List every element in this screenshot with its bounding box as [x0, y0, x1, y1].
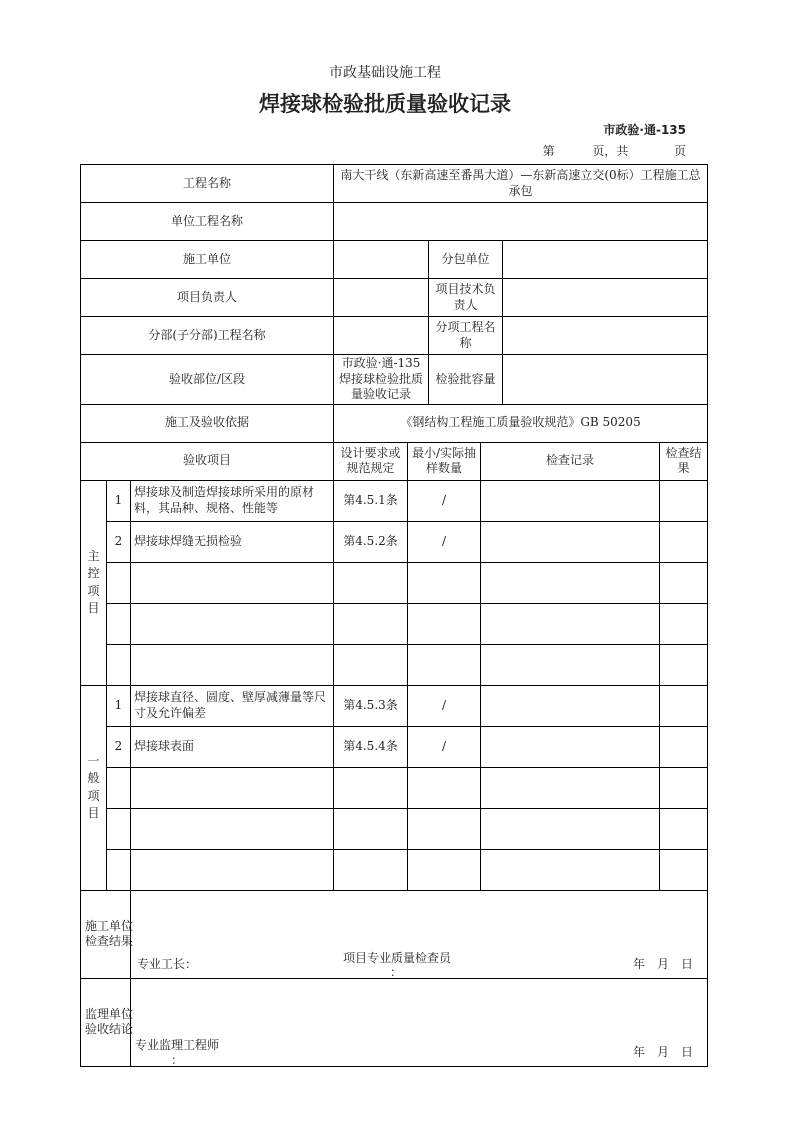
table-row-item: 焊接球表面: [131, 726, 334, 767]
table-row-no: [107, 849, 131, 890]
table-row-result[interactable]: [660, 603, 708, 644]
col-header-item: 验收项目: [81, 442, 334, 480]
table-row-no: [107, 808, 131, 849]
table-row-design: [334, 644, 408, 685]
location-value[interactable]: 市政验·通-135 焊接球检验批质量验收记录: [334, 355, 429, 405]
subitem-label: 分项工程名称: [429, 317, 503, 355]
table-row-item: [131, 849, 334, 890]
table-row-sampling[interactable]: /: [408, 480, 481, 521]
pm-value[interactable]: [334, 279, 429, 317]
table-row-design: 第4.5.3条: [334, 685, 408, 726]
table-row-result[interactable]: [660, 644, 708, 685]
table-row-no: 2: [107, 726, 131, 767]
table-row-result[interactable]: [660, 849, 708, 890]
table-row-result[interactable]: [660, 726, 708, 767]
main-control-label: [81, 480, 107, 685]
batch-capacity-value[interactable]: [503, 355, 708, 405]
table-row-no: 1: [107, 480, 131, 521]
table-row-item: 焊接球焊缝无损检验: [131, 521, 334, 562]
supervision-label: [81, 978, 131, 1066]
table-row-item: [131, 644, 334, 685]
table-row-sampling[interactable]: /: [408, 521, 481, 562]
table-row-record[interactable]: [481, 808, 660, 849]
subitem-value[interactable]: [503, 317, 708, 355]
document-title: 焊接球检验批质量验收记录: [259, 92, 511, 116]
table-row-record[interactable]: [481, 644, 660, 685]
construction-check-label: [81, 890, 131, 978]
construction-unit-value[interactable]: [334, 241, 429, 279]
table-row-record[interactable]: [481, 521, 660, 562]
pm-label: 项目负责人: [81, 279, 334, 317]
table-row-item: [131, 808, 334, 849]
table-row-design: [334, 767, 408, 808]
quality-inspector-colon: ：: [390, 965, 403, 980]
main-control-text: 主控项目: [87, 549, 100, 616]
table-row-no: 2: [107, 521, 131, 562]
document-category: 市政基础设施工程: [329, 65, 441, 81]
table-row-record[interactable]: [481, 726, 660, 767]
table-row-record[interactable]: [481, 603, 660, 644]
table-row-record[interactable]: [481, 480, 660, 521]
table-row-sampling[interactable]: [408, 808, 481, 849]
table-row-record[interactable]: [481, 685, 660, 726]
subcontract-label: 分包单位: [429, 241, 503, 279]
division-label: 分部(子分部)工程名称: [81, 317, 334, 355]
construction-check-text: 施工单位检查结果: [84, 918, 133, 949]
supervisor-colon: ：: [171, 1053, 184, 1068]
table-row-sampling[interactable]: [408, 767, 481, 808]
col-header-record: 检查记录: [481, 442, 660, 480]
table-row-result[interactable]: [660, 767, 708, 808]
supervision-area[interactable]: [131, 978, 708, 1066]
location-label: 验收部位/区段: [81, 355, 334, 405]
unit-project-label: 单位工程名称: [81, 203, 334, 241]
table-row-sampling[interactable]: [408, 644, 481, 685]
table-row-no: 1: [107, 685, 131, 726]
division-value[interactable]: [334, 317, 429, 355]
table-row-design: 第4.5.4条: [334, 726, 408, 767]
col-header-result: 检查结果: [660, 442, 708, 480]
subcontract-value[interactable]: [503, 241, 708, 279]
table-row-record[interactable]: [481, 562, 660, 603]
table-row-design: [334, 808, 408, 849]
col-header-design: 设计要求或规范规定: [334, 442, 408, 480]
construction-check-area[interactable]: [131, 890, 708, 978]
table-row-no: [107, 767, 131, 808]
tech-lead-label: 项目技术负责人: [429, 279, 503, 317]
project-name-value[interactable]: 南大干线（东新高速至番禺大道）—东新高速立交(0标）工程施工总承包: [334, 165, 708, 203]
table-row-result[interactable]: [660, 521, 708, 562]
page-ye: 页: [673, 144, 686, 158]
table-row-no: [107, 562, 131, 603]
table-row-no: [107, 603, 131, 644]
construction-unit-label: 施工单位: [81, 241, 334, 279]
table-row-result[interactable]: [660, 808, 708, 849]
basis-label: 施工及验收依据: [81, 404, 334, 442]
table-row-result[interactable]: [660, 562, 708, 603]
table-row-sampling[interactable]: [408, 603, 481, 644]
supervision-date: 年 月 日: [633, 1045, 694, 1060]
table-row-result[interactable]: [660, 480, 708, 521]
foreman-label: 专业工长：: [137, 957, 198, 972]
page-di: 第: [542, 144, 555, 158]
quality-inspector-label: 项目专业质量检查员: [343, 951, 452, 966]
form-code: 市政验·通-135: [603, 123, 686, 137]
construction-date: 年 月 日: [633, 957, 694, 972]
tech-lead-value[interactable]: [503, 279, 708, 317]
table-row-design: [334, 562, 408, 603]
basis-value[interactable]: 《钢结构工程施工质量验收规范》GB 50205: [334, 404, 708, 442]
supervisor-label: 专业监理工程师: [135, 1038, 220, 1053]
table-row-item: 焊接球直径、圆度、壁厚减薄量等尺寸及允许偏差: [131, 685, 334, 726]
table-row-item: 焊接球及制造焊接球所采用的原材料，其品种、规格、性能等: [131, 480, 334, 521]
supervision-text: 监理单位验收结论: [84, 1006, 133, 1037]
general-label: [81, 685, 107, 890]
page-numbering: [543, 142, 686, 159]
general-text: 一般项目: [87, 754, 100, 821]
table-row-record[interactable]: [481, 849, 660, 890]
unit-project-value[interactable]: [334, 203, 708, 241]
table-row-design: 第4.5.1条: [334, 480, 408, 521]
table-row-record[interactable]: [481, 767, 660, 808]
project-name-label: 工程名称: [81, 165, 334, 203]
table-row-item: [131, 562, 334, 603]
table-row-item: [131, 603, 334, 644]
table-row-sampling[interactable]: /: [408, 726, 481, 767]
table-row-design: [334, 849, 408, 890]
table-row-sampling[interactable]: /: [408, 685, 481, 726]
table-row-sampling[interactable]: [408, 562, 481, 603]
table-row-design: 第4.5.2条: [334, 521, 408, 562]
col-header-sampling: 最小/实际抽样数量: [408, 442, 481, 480]
table-row-result[interactable]: [660, 685, 708, 726]
batch-capacity-label: 检验批容量: [429, 355, 503, 405]
inspection-form: [80, 164, 708, 1067]
table-row-item: [131, 767, 334, 808]
page-ye-gong: 页，共: [592, 144, 629, 158]
table-row-design: [334, 603, 408, 644]
table-row-sampling[interactable]: [408, 849, 481, 890]
table-row-no: [107, 644, 131, 685]
